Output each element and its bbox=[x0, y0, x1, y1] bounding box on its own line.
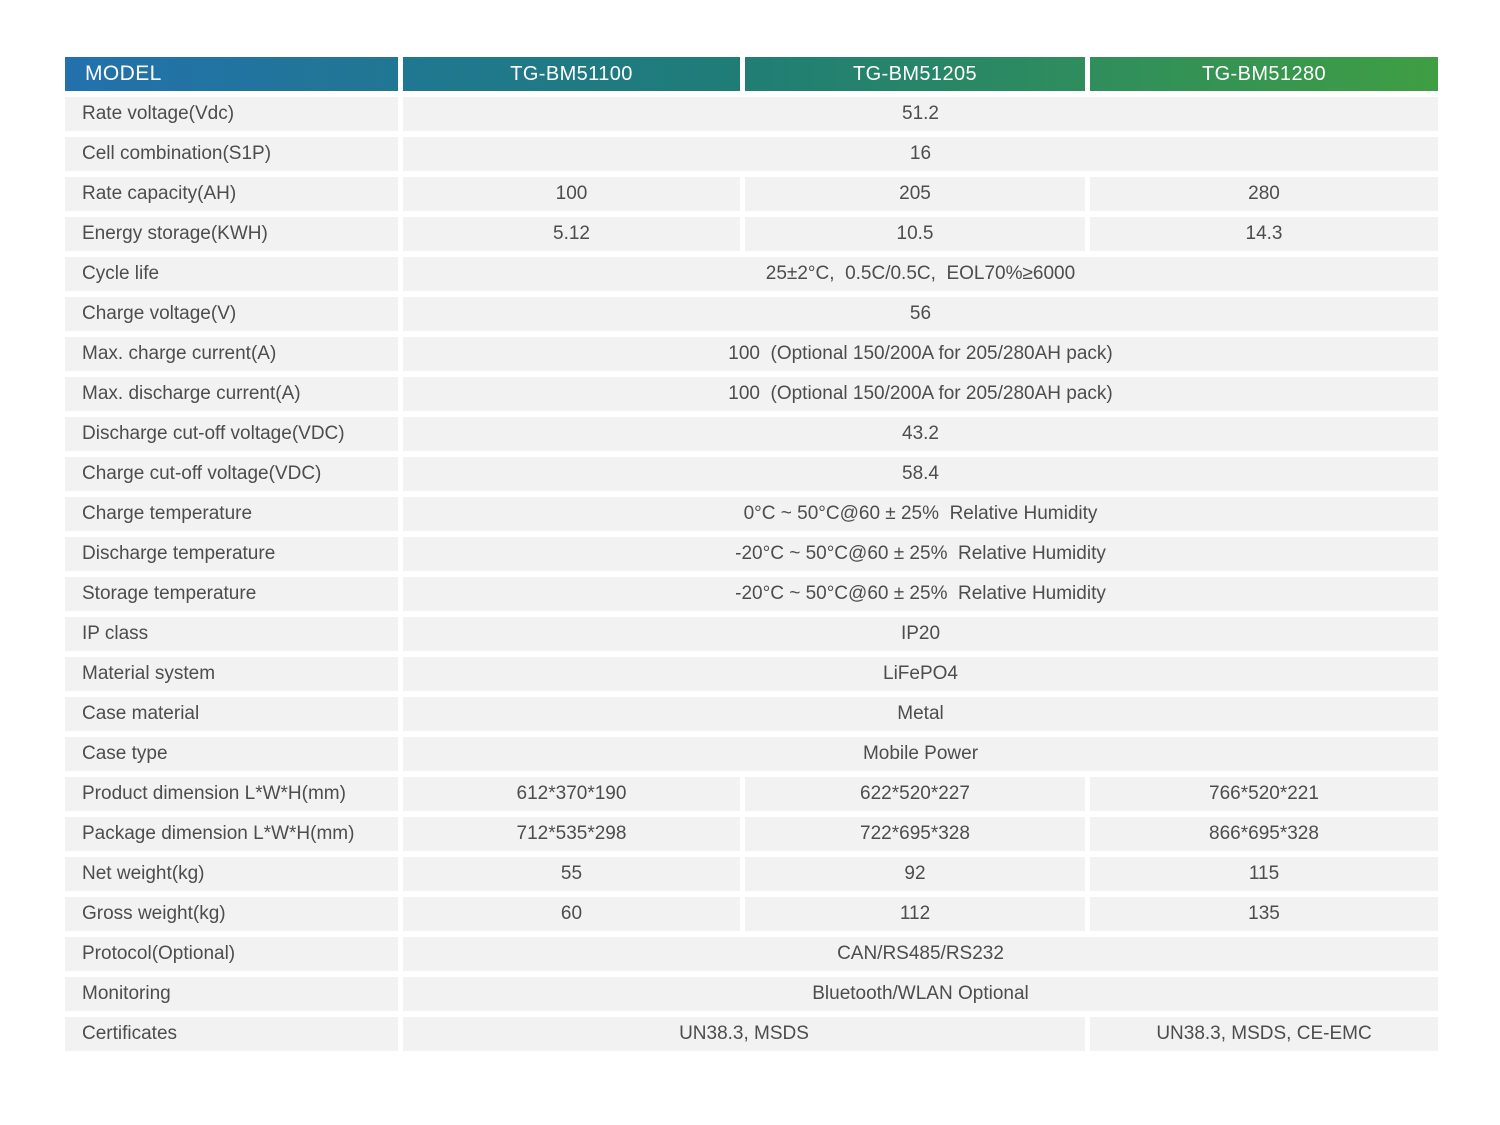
table-row bbox=[65, 377, 1438, 411]
row-label: Material system bbox=[65, 657, 398, 691]
row-label: Rate capacity(AH) bbox=[65, 177, 398, 211]
row-label: Case type bbox=[65, 737, 398, 771]
row-label: Monitoring bbox=[65, 977, 398, 1011]
row-label: Product dimension L*W*H(mm) bbox=[65, 777, 398, 811]
row-value-merged: 25±2°C, 0.5C/0.5C, EOL70%≥6000 bbox=[403, 257, 1438, 291]
row-label: Max. discharge current(A) bbox=[65, 377, 398, 411]
row-value-merged: 0°C ~ 50°C@60 ± 25% Relative Humidity bbox=[403, 497, 1438, 531]
row-value-merged: 56 bbox=[403, 297, 1438, 331]
table-header bbox=[65, 57, 1438, 91]
row-label: Certificates bbox=[65, 1017, 398, 1051]
row-value-col-3: 866*695*328 bbox=[1090, 817, 1438, 851]
table-row bbox=[65, 457, 1438, 491]
table-row bbox=[65, 297, 1438, 331]
table-row bbox=[65, 177, 1438, 211]
table-row bbox=[65, 977, 1438, 1011]
row-value-merged: 100 (Optional 150/200A for 205/280AH pack) bbox=[403, 337, 1438, 371]
table-row bbox=[65, 337, 1438, 371]
row-value-col-3: 280 bbox=[1090, 177, 1438, 211]
row-value-col-3: 766*520*221 bbox=[1090, 777, 1438, 811]
row-value-col-2: 112 bbox=[745, 897, 1085, 931]
row-label: Rate voltage(Vdc) bbox=[65, 97, 398, 131]
table-row bbox=[65, 777, 1438, 811]
table-row bbox=[65, 217, 1438, 251]
spec-table bbox=[65, 57, 1438, 1051]
table-row bbox=[65, 817, 1438, 851]
row-value-col-3: 14.3 bbox=[1090, 217, 1438, 251]
row-value-merged: 16 bbox=[403, 137, 1438, 171]
table-row bbox=[65, 537, 1438, 571]
table-row bbox=[65, 257, 1438, 291]
row-label: Cell combination(S1P) bbox=[65, 137, 398, 171]
table-row bbox=[65, 1017, 1438, 1051]
row-value-col-3: UN38.3, MSDS, CE-EMC bbox=[1090, 1017, 1438, 1051]
row-value-merged: IP20 bbox=[403, 617, 1438, 651]
row-label: Case material bbox=[65, 697, 398, 731]
row-value-col-1: 612*370*190 bbox=[403, 777, 740, 811]
row-value-col-3: 135 bbox=[1090, 897, 1438, 931]
row-value-col-1: 55 bbox=[403, 857, 740, 891]
row-value-merged: LiFePO4 bbox=[403, 657, 1438, 691]
row-value-col-2: 722*695*328 bbox=[745, 817, 1085, 851]
table-row bbox=[65, 857, 1438, 891]
row-value-col-1: 60 bbox=[403, 897, 740, 931]
row-label: Charge cut-off voltage(VDC) bbox=[65, 457, 398, 491]
row-value-merged: Bluetooth/WLAN Optional bbox=[403, 977, 1438, 1011]
row-label: Package dimension L*W*H(mm) bbox=[65, 817, 398, 851]
table-row bbox=[65, 697, 1438, 731]
row-value-span-1-2: UN38.3, MSDS bbox=[403, 1017, 1085, 1051]
row-value-merged: 100 (Optional 150/200A for 205/280AH pack) bbox=[403, 377, 1438, 411]
row-label: IP class bbox=[65, 617, 398, 651]
row-value-merged: Mobile Power bbox=[403, 737, 1438, 771]
table-row bbox=[65, 657, 1438, 691]
table-row bbox=[65, 137, 1438, 171]
row-label: Storage temperature bbox=[65, 577, 398, 611]
row-value-merged: -20°C ~ 50°C@60 ± 25% Relative Humidity bbox=[403, 537, 1438, 571]
row-label: Net weight(kg) bbox=[65, 857, 398, 891]
row-label: Charge temperature bbox=[65, 497, 398, 531]
row-value-col-2: 10.5 bbox=[745, 217, 1085, 251]
row-value-merged: -20°C ~ 50°C@60 ± 25% Relative Humidity bbox=[403, 577, 1438, 611]
table-row bbox=[65, 577, 1438, 611]
row-label: Discharge cut-off voltage(VDC) bbox=[65, 417, 398, 451]
row-label: Charge voltage(V) bbox=[65, 297, 398, 331]
row-label: Max. charge current(A) bbox=[65, 337, 398, 371]
row-label: Cycle life bbox=[65, 257, 398, 291]
row-label: Protocol(Optional) bbox=[65, 937, 398, 971]
row-value-merged: 51.2 bbox=[403, 97, 1438, 131]
row-value-merged: 43.2 bbox=[403, 417, 1438, 451]
table-row bbox=[65, 497, 1438, 531]
table-row bbox=[65, 617, 1438, 651]
row-value-col-1: 100 bbox=[403, 177, 740, 211]
table-row bbox=[65, 417, 1438, 451]
table-row bbox=[65, 897, 1438, 931]
row-value-merged: CAN/RS485/RS232 bbox=[403, 937, 1438, 971]
row-label: Energy storage(KWH) bbox=[65, 217, 398, 251]
row-value-col-2: 622*520*227 bbox=[745, 777, 1085, 811]
header-col-2: TG-BM51205 bbox=[745, 57, 1090, 91]
row-value-col-2: 205 bbox=[745, 177, 1085, 211]
row-value-merged: 58.4 bbox=[403, 457, 1438, 491]
header-col-3: TG-BM51280 bbox=[1201, 62, 1327, 85]
table-body bbox=[65, 97, 1438, 1051]
row-value-col-1: 712*535*298 bbox=[403, 817, 740, 851]
table-row bbox=[65, 737, 1438, 771]
row-value-col-3: 115 bbox=[1090, 857, 1438, 891]
row-value-merged: Metal bbox=[403, 697, 1438, 731]
table-row bbox=[65, 937, 1438, 971]
row-label: Gross weight(kg) bbox=[65, 897, 398, 931]
header-model-label: MODEL bbox=[65, 57, 403, 91]
table-row bbox=[65, 97, 1438, 131]
header-col-1: TG-BM51100 bbox=[403, 57, 745, 91]
row-value-col-1: 5.12 bbox=[403, 217, 740, 251]
row-label: Discharge temperature bbox=[65, 537, 398, 571]
row-value-col-2: 92 bbox=[745, 857, 1085, 891]
